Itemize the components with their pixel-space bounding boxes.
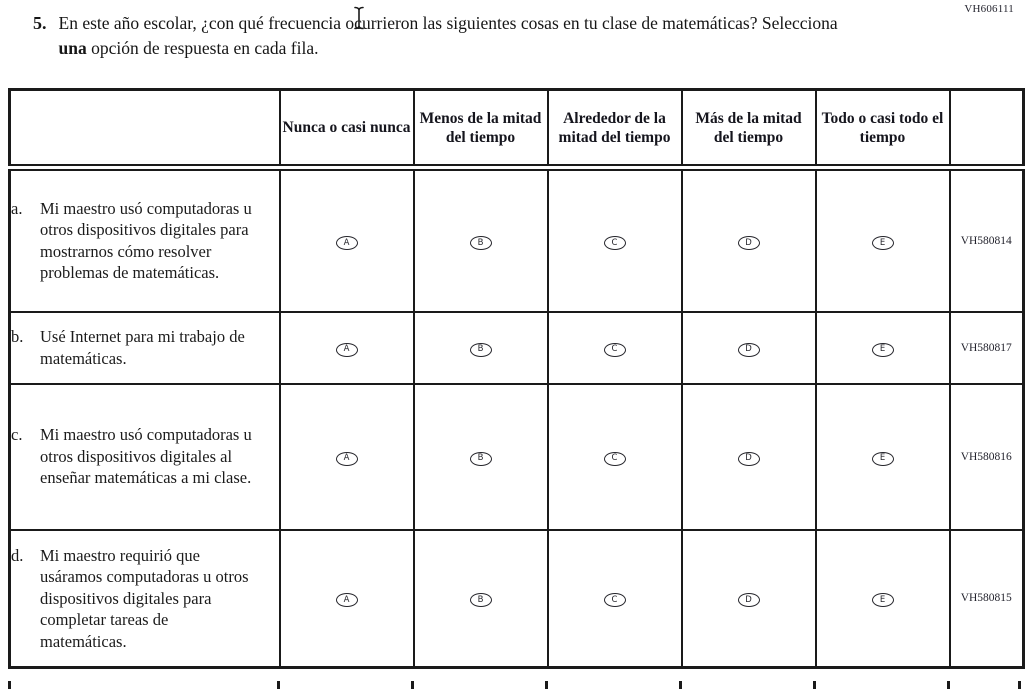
row-d-option-A-bubble[interactable]: A [336, 593, 358, 607]
row-b-cell-B [414, 312, 548, 384]
table-edge-stub [813, 681, 816, 689]
table-row-c [10, 384, 1024, 530]
row-b-option-C-bubble[interactable]: C [604, 343, 626, 357]
row-c-cell-E [816, 384, 950, 530]
row-b-label-cell [10, 312, 280, 384]
row-a-option-C-bubble[interactable]: C [604, 236, 626, 250]
header-nunca: Nunca o casi nunca [280, 90, 414, 168]
row-d-cell-D [682, 530, 816, 668]
row-c-option-B-bubble[interactable]: B [470, 452, 492, 466]
accession-code: VH606111 [964, 3, 1014, 15]
table-row-a [10, 168, 1024, 312]
row-c-item-code: VH580816 [950, 384, 1024, 530]
row-d-text: Mi maestro requirió que usáramos computadoras u otros dispositivos digitales para completar tareas de matemáticas. [40, 545, 249, 651]
row-c-label-cell [10, 384, 280, 530]
table-edge-stub [545, 681, 548, 689]
row-d-option-B-bubble[interactable]: B [470, 593, 492, 607]
row-a-option-E-bubble[interactable]: E [872, 236, 894, 250]
question-block [33, 11, 883, 61]
row-a-cell-D [682, 168, 816, 312]
row-a-cell-E [816, 168, 950, 312]
row-a-item-code: VH580814 [950, 168, 1024, 312]
row-b-text: Usé Internet para mi trabajo de matemáticas. [40, 327, 245, 368]
row-c-letter: c. [11, 425, 23, 445]
table-row-b [10, 312, 1024, 384]
row-c-cell-D [682, 384, 816, 530]
header-todo: Todo o casi todo el tiempo [816, 90, 950, 168]
row-c-cell-A [280, 384, 414, 530]
row-c-option-A-bubble[interactable]: A [336, 452, 358, 466]
question-text-after: opción de respuesta en cada fila. [86, 38, 319, 58]
row-a-cell-A [280, 168, 414, 312]
header-row [10, 90, 1024, 168]
response-grid-table [8, 88, 1025, 669]
row-b-cell-A [280, 312, 414, 384]
header-code-cell [950, 90, 1024, 168]
row-a-option-A-bubble[interactable]: A [336, 236, 358, 250]
row-b-item-code: VH580817 [950, 312, 1024, 384]
row-d-option-D-bubble[interactable]: D [738, 593, 760, 607]
question-text-before: En este año escolar, ¿con qué frecuencia ocurrieron las siguientes cosas en tu clase de matemáticas? Selecciona [58, 13, 838, 33]
row-a-option-B-bubble[interactable]: B [470, 236, 492, 250]
question-text-bold: una [58, 38, 87, 58]
row-a-label-cell [10, 168, 280, 312]
row-b-option-B-bubble[interactable]: B [470, 343, 492, 357]
question-number: 5. [33, 13, 47, 33]
row-d-option-C-bubble[interactable]: C [604, 593, 626, 607]
row-b-option-A-bubble[interactable]: A [336, 343, 358, 357]
row-d-label-cell [10, 530, 280, 668]
table-row-d [10, 530, 1024, 668]
table-edge-stub [277, 681, 280, 689]
row-a-text: Mi maestro usó computadoras u otros dispositivos digitales para mostrarnos cómo resolver problemas de matemáticas. [40, 198, 252, 283]
row-a-cell-B [414, 168, 548, 312]
row-d-letter: d. [11, 545, 24, 565]
row-a-letter: a. [11, 198, 23, 218]
row-c-option-D-bubble[interactable]: D [738, 452, 760, 466]
row-d-cell-E [816, 530, 950, 668]
row-a-option-D-bubble[interactable]: D [738, 236, 760, 250]
row-b-cell-D [682, 312, 816, 384]
row-b-option-D-bubble[interactable]: D [738, 343, 760, 357]
table-edge-stub [947, 681, 950, 689]
header-alrededor-mitad: Alrededor de la mitad del tiempo [548, 90, 682, 168]
row-c-option-E-bubble[interactable]: E [872, 452, 894, 466]
row-b-cell-E [816, 312, 950, 384]
header-menos-mitad: Menos de la mitad del tiempo [414, 90, 548, 168]
row-d-item-code: VH580815 [950, 530, 1024, 668]
row-d-cell-C [548, 530, 682, 668]
table-edge-stub [411, 681, 414, 689]
row-b-option-E-bubble[interactable]: E [872, 343, 894, 357]
row-c-cell-B [414, 384, 548, 530]
question-text [59, 11, 851, 61]
table-edge-stub [1018, 681, 1021, 689]
table-edge-stub [679, 681, 682, 689]
row-a-cell-C [548, 168, 682, 312]
row-c-cell-C [548, 384, 682, 530]
header-empty-cell [10, 90, 280, 168]
table-edge-stub [8, 681, 11, 689]
row-b-letter: b. [11, 327, 24, 346]
row-c-option-C-bubble[interactable]: C [604, 452, 626, 466]
header-mas-mitad: Más de la mitad del tiempo [682, 90, 816, 168]
row-d-cell-B [414, 530, 548, 668]
row-c-text: Mi maestro usó computadoras u otros dispositivos digitales al enseñar matemáticas a mi clase. [40, 425, 252, 488]
row-d-cell-A [280, 530, 414, 668]
row-b-cell-C [548, 312, 682, 384]
row-d-option-E-bubble[interactable]: E [872, 593, 894, 607]
